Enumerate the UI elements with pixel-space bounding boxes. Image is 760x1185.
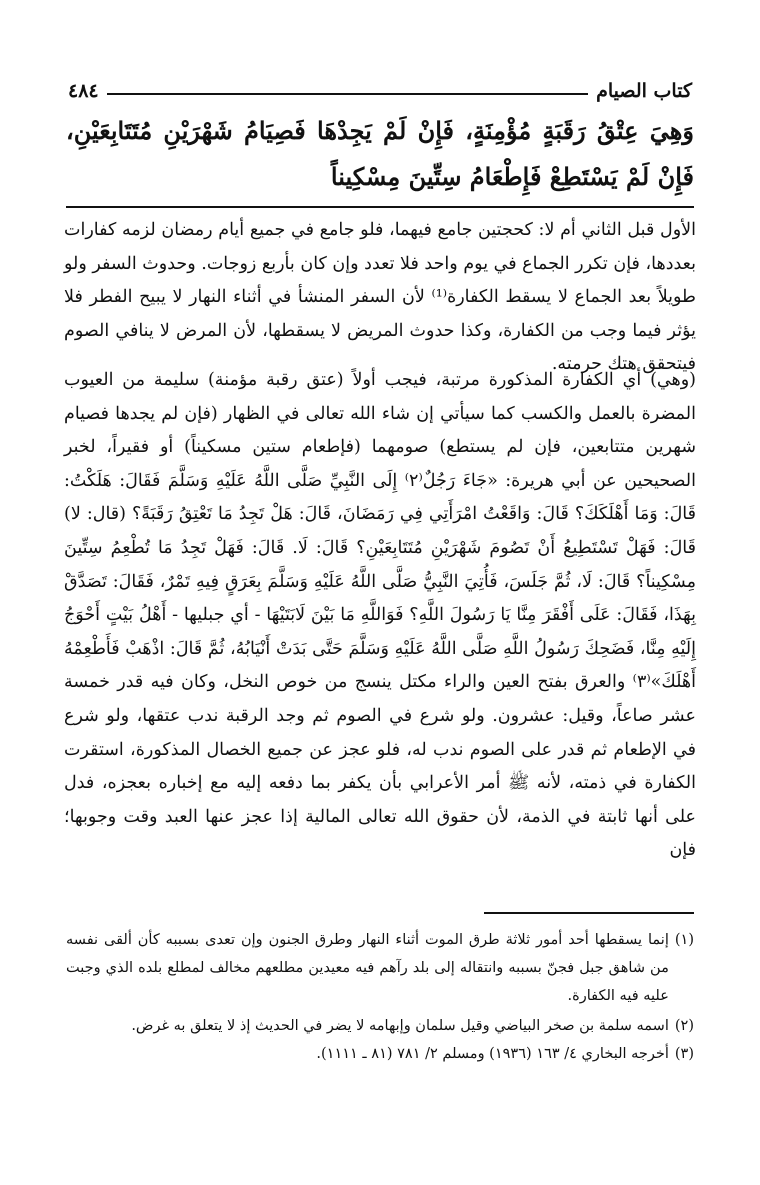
footnote bbox=[66, 926, 694, 1010]
matn-text: وَهِيَ عِتْقُ رَقَبَةٍ مُؤْمِنَةٍ، فَإِنْ لَمْ يَجِدْهَا فَصِيَامُ شَهْرَيْنِ مُتَتَابِعَيْنِ، فَإِنْ لَمْ يَسْتَطِعْ فَإِطْعَامُ سِتِّينَ مِسْكِيناً bbox=[66, 116, 694, 191]
header-rule bbox=[107, 93, 588, 95]
footnote-number: (٢) bbox=[674, 1018, 694, 1034]
footnote-text: اسمه سلمة بن صخر البياضي وقيل سلمان وإبهامه لا يضر في الحديث إذ لا يتعلق به غرض. bbox=[131, 1018, 669, 1034]
matn-divider bbox=[66, 206, 694, 208]
footnote bbox=[66, 1012, 694, 1040]
running-header bbox=[68, 72, 692, 102]
paragraph-text: الأول قبل الثاني أم لا: كحجتين جامع فيهما، فلو جامع في جميع أيام رمضان لزمه كفارات بعددها، فإن تكرر الجماع في يوم واحد فلا تعدد وإن كان بأربع زوجات. وحدوث السفر ولو طويلاً بعد الجماع لا يسقط الكفارة⁽¹⁾ لأن السفر المنشأ في أثناء النهار لا يبيح الفطر فلا يؤثر فيما وجب من الكفارة، وكذا حدوث المريض لا يسقطها، لأن المرض لا ينافي الصوم فيتحقق هتك حرمته. bbox=[64, 220, 696, 375]
footnote-text: إنما يسقطها أحد أمور ثلاثة طرق الموت أثناء النهار وطرق الجنون وإن تعدى بسببه كأن ألقى نفسه من شاهق جبل فجنّ بسببه وانتقاله إلى بلد رآهم فيه معيدين مطلعهم مخالف لمطلع بلده الذي وجبت عليه فيه الكفارة. bbox=[66, 932, 669, 1004]
footnote-number: (١) bbox=[674, 932, 694, 948]
commentary-paragraph-1 bbox=[64, 214, 696, 382]
footnote-number: (٣) bbox=[674, 1046, 694, 1062]
page-number: ٤٨٤ bbox=[68, 80, 99, 102]
footnote bbox=[66, 1040, 694, 1068]
footnote-divider bbox=[484, 912, 694, 914]
book-title: كتاب الصيام bbox=[596, 80, 692, 102]
paragraph-text: (وهي) أي الكفارة المذكورة مرتبة، فيجب أولاً (عتق رقبة مؤمنة) سليمة من العيوب المضرة بالعمل والكسب كما سيأتي إن شاء الله تعالى في الظهار (فإن لم يجدها فصيام شهرين متتابعين، فإن لم يستطع) صومهما (فإطعام ستين مسكيناً) أو فقيراً، لخبر الصحيحين عن أبي هريرة: «جَاءَ رَجُلٌ⁽٢⁾ إِلَى النَّبِيِّ صَلَّى اللَّهُ عَلَيْهِ وَسَلَّمَ فَقَالَ: هَلَكْتُ: قَالَ: وَمَا أَهْلَكَكَ؟ قَالَ: وَاقَعْتُ امْرَأَتِي فِي رَمَضَانَ، قَالَ: هَلْ تَجِدُ مَا تَعْتِقُ رَقَبَةً؟ (قال: لا) قَالَ: فَهَلْ تَسْتَطِيعُ أَنْ تَصُومَ شَهْرَيْنِ مُتَتَابِعَيْنِ؟ قَالَ: لَا. قَالَ: فَهَلْ تَجِدُ مَا تُطْعِمُ سِتِّينَ مِسْكِيناً؟ قَالَ: لَا، ثُمَّ جَلَسَ، فَأُتِيَ النَّبِيُّ صَلَّى اللَّهُ عَلَيْهِ وَسَلَّمَ بِعَرَقٍ فِيهِ تَمْرٌ، فَقَالَ: تَصَدَّقْ بِهَذَا، فَقَالَ: عَلَى أَفْقَرَ مِنَّا يَا رَسُولَ اللَّهِ؟ فَوَاللَّهِ مَا بَيْنَ لَابَتَيْهَا - أي جبليها - أَهْلُ بَيْتٍ أَحْوَجُ إِلَيْهِ مِنَّا، فَضَحِكَ رَسُولُ اللَّهِ صَلَّى اللَّهُ عَلَيْهِ وَسَلَّمَ حَتَّى بَدَتْ أَنْيَابُهُ، ثُمَّ قَالَ: اذْهَبْ فَأَطْعِمْهُ أَهْلَكَ»⁽٣⁾ والعرق بفتح العين والراء مكتل ينسج من خوص النخل، وكان فيه قدر خمسة عشر صاعاً، وقيل: عشرون. ولو شرع في الصوم ثم وجد الرقبة ندب عتقها، ولو شرع في الإطعام ثم قدر على الصوم ندب له، فلو عجز عن جميع الخصال المذكورة، استقرت الكفارة في ذمته، لأنه ﷺ أمر الأعرابي بأن يكفر بما دفعه إليه مع إخباره بعجزه، فدل على أنها ثابتة في الذمة، لأن حقوق الله تعالى المالية إذا عجز عنها العبد وقت وجوبها؛ فإن bbox=[64, 370, 697, 861]
commentary-paragraph-2 bbox=[64, 364, 696, 868]
footnotes bbox=[66, 926, 694, 1068]
footnote-text: أخرجه البخاري ٤/ ١٦٣ (١٩٣٦) ومسلم ٢/ ٧٨١ (٨١ ـ ١١١١). bbox=[316, 1046, 669, 1062]
